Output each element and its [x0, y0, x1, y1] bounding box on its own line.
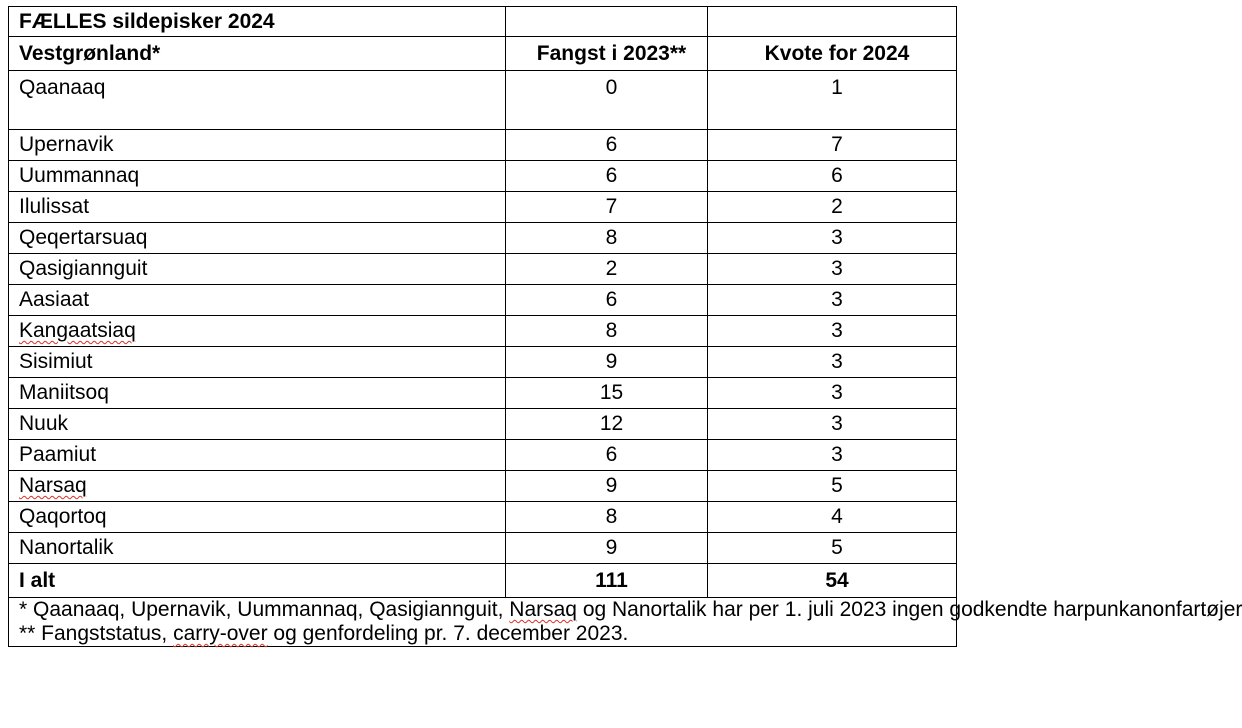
- quota-value: 4: [708, 502, 957, 533]
- table-row: [9, 285, 957, 316]
- catch-value: 9: [506, 347, 708, 378]
- quota-value: 5: [708, 471, 957, 502]
- footnote-row: [9, 598, 957, 647]
- footnote-2: [19, 622, 956, 646]
- table-row: [9, 347, 957, 378]
- catch-value: 8: [506, 502, 708, 533]
- empty-cell: [708, 7, 957, 37]
- region-name: Ilulissat: [9, 192, 506, 223]
- quota-value: 3: [708, 347, 957, 378]
- quota-value: 3: [708, 285, 957, 316]
- spellcheck-word: Kangaatsiaq: [19, 319, 136, 342]
- spellcheck-word: Narsaq: [509, 598, 577, 621]
- catch-value: 6: [506, 161, 708, 192]
- region-name: Uummannaq: [9, 161, 506, 192]
- region-name: Maniitsoq: [9, 378, 506, 409]
- catch-value: 9: [506, 533, 708, 564]
- region-name: Qeqertarsuaq: [9, 223, 506, 254]
- catch-value: 8: [506, 223, 708, 254]
- catch-value: 6: [506, 285, 708, 316]
- quota-value: 2: [708, 192, 957, 223]
- region-name: [9, 316, 506, 347]
- table-row: [9, 471, 957, 502]
- quota-value: 3: [708, 440, 957, 471]
- quota-value: 7: [708, 130, 957, 161]
- quota-value: 3: [708, 409, 957, 440]
- table-row: [9, 502, 957, 533]
- catch-value: 15: [506, 378, 708, 409]
- table-row: [9, 130, 957, 161]
- footnote-text: og Nanortalik har per 1. juli 2023 ingen godkendte harpunkanonfartøjer: [576, 598, 1242, 621]
- catch-value: 12: [506, 409, 708, 440]
- region-name: Upernavik: [9, 130, 506, 161]
- total-catch: 111: [506, 564, 708, 598]
- table-row: [9, 192, 957, 223]
- total-label: I alt: [9, 564, 506, 598]
- footnote-1: [19, 598, 1242, 622]
- footnote-text: ** Fangststatus,: [19, 622, 174, 645]
- catch-value: 8: [506, 316, 708, 347]
- region-name: Qasigiannguit: [9, 254, 506, 285]
- catch-value: 9: [506, 471, 708, 502]
- column-header-quota: Kvote for 2024: [708, 37, 957, 71]
- region-name: Paamiut: [9, 440, 506, 471]
- total-row: [9, 564, 957, 598]
- table-row: [9, 71, 957, 130]
- quota-value: 6: [708, 161, 957, 192]
- region-name: Sisimiut: [9, 347, 506, 378]
- table-row: [9, 254, 957, 285]
- table-row: [9, 316, 957, 347]
- spellcheck-word: carry-over: [173, 622, 268, 645]
- table-row: [9, 378, 957, 409]
- quota-value: 3: [708, 254, 957, 285]
- catch-value: 0: [506, 71, 708, 130]
- table-row: [9, 440, 957, 471]
- catch-value: 6: [506, 440, 708, 471]
- column-header-region: Vestgrønland*: [9, 37, 506, 71]
- spellcheck-word: Narsaq: [19, 474, 87, 497]
- header-row: [9, 37, 957, 71]
- region-name: Aasiaat: [9, 285, 506, 316]
- catch-value: 2: [506, 254, 708, 285]
- region-name: Nuuk: [9, 409, 506, 440]
- quota-table: [8, 6, 1242, 647]
- region-name: Nanortalik: [9, 533, 506, 564]
- region-name: [9, 471, 506, 502]
- table-row: [9, 223, 957, 254]
- title-row: [9, 7, 957, 37]
- column-header-catch: Fangst i 2023**: [506, 37, 708, 71]
- table-title: FÆLLES sildepisker 2024: [9, 7, 506, 37]
- table-row: [9, 533, 957, 564]
- quota-value: 1: [708, 71, 957, 130]
- quota-value: 3: [708, 223, 957, 254]
- quota-value: 3: [708, 378, 957, 409]
- footnote-text: * Qaanaaq, Upernavik, Uummannaq, Qasigiannguit,: [19, 598, 510, 621]
- empty-cell: [506, 7, 708, 37]
- footnote-text: og genfordeling pr. 7. december 2023.: [267, 622, 629, 645]
- quota-value: 3: [708, 316, 957, 347]
- total-quota: 54: [708, 564, 957, 598]
- region-name: Qaanaaq: [9, 71, 506, 130]
- catch-value: 6: [506, 130, 708, 161]
- quota-value: 5: [708, 533, 957, 564]
- footnotes: [9, 598, 1242, 647]
- catch-value: 7: [506, 192, 708, 223]
- table-row: [9, 409, 957, 440]
- table-row: [9, 161, 957, 192]
- region-name: Qaqortoq: [9, 502, 506, 533]
